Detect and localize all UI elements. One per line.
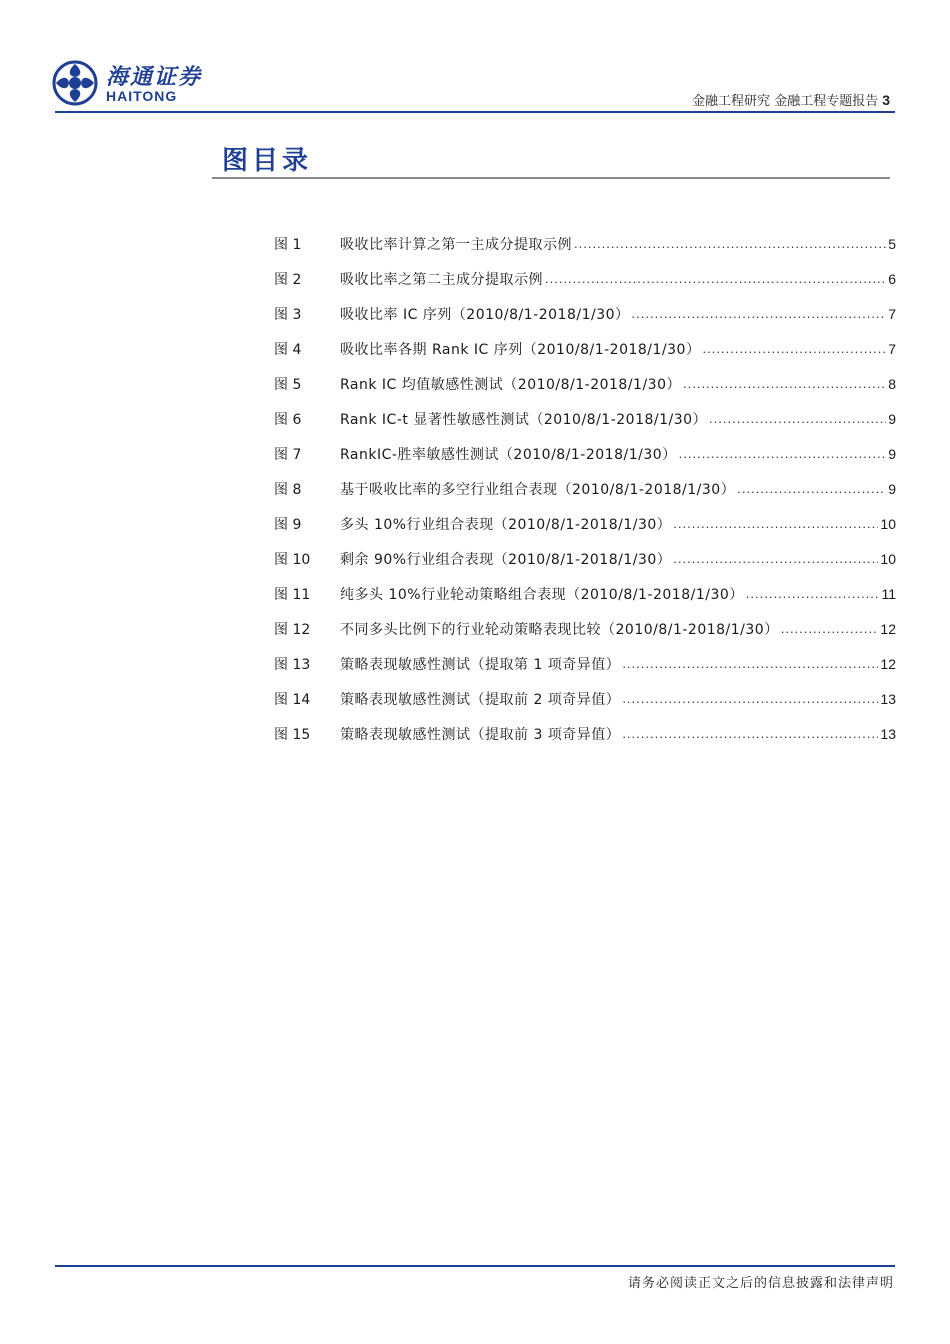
toc-figure-number: 图 2	[274, 271, 302, 288]
toc-page-number: 9	[888, 410, 896, 427]
toc-leader-dots	[632, 306, 887, 321]
toc-entry[interactable]	[274, 366, 896, 401]
toc-entry[interactable]	[274, 716, 896, 751]
toc-entry[interactable]	[274, 261, 896, 296]
toc-figure-number: 图 3	[274, 306, 302, 323]
toc-leader-dots	[545, 271, 886, 286]
toc-leader-dots	[622, 656, 878, 671]
toc-figure-title: 纯多头 10%行业轮动策略组合表现（2010/8/1-2018/1/30）	[340, 586, 744, 603]
toc-page-number: 12	[880, 620, 896, 637]
toc-leader-dots	[702, 341, 886, 356]
toc-figure-number: 图 14	[274, 691, 311, 708]
toc-page-number: 11	[881, 585, 896, 602]
toc-leader-dots	[622, 691, 878, 706]
toc-figure-number: 图 12	[274, 621, 311, 638]
header-divider	[55, 111, 895, 113]
figure-toc-list	[274, 226, 896, 751]
toc-figure-title: 剩余 90%行业组合表现（2010/8/1-2018/1/30）	[340, 551, 672, 568]
toc-figure-number: 图 13	[274, 656, 311, 673]
toc-leader-dots	[781, 621, 879, 636]
logo-english-text: HAITONG	[106, 88, 178, 104]
toc-entry[interactable]	[274, 541, 896, 576]
toc-figure-number: 图 1	[274, 236, 302, 253]
toc-figure-title: Rank IC-t 显著性敏感性测试（2010/8/1-2018/1/30）	[340, 411, 708, 428]
toc-entry[interactable]	[274, 471, 896, 506]
toc-entry[interactable]	[274, 436, 896, 471]
toc-figure-title: RankIC-胜率敏感性测试（2010/8/1-2018/1/30）	[340, 446, 677, 463]
toc-figure-title: 不同多头比例下的行业轮动策略表现比较（2010/8/1-2018/1/30）	[340, 621, 779, 638]
toc-page-number: 7	[888, 340, 896, 357]
header-section: 金融工程研究	[692, 94, 771, 109]
toc-entry[interactable]	[274, 226, 896, 261]
toc-figure-number: 图 5	[274, 376, 302, 393]
toc-page-number: 13	[880, 690, 896, 707]
toc-leader-dots	[683, 376, 886, 391]
logo-chinese-text: 海通证券	[106, 64, 203, 90]
toc-figure-title: 策略表现敏感性测试（提取前 2 项奇异值）	[340, 691, 621, 708]
header-report-type: 金融工程专题报告	[774, 94, 879, 109]
toc-entry[interactable]	[274, 331, 896, 366]
toc-figure-number: 图 9	[274, 516, 302, 533]
toc-figure-title: 策略表现敏感性测试（提取前 3 项奇异值）	[340, 726, 621, 743]
toc-page-number: 10	[880, 515, 896, 532]
toc-figure-title: 基于吸收比率的多空行业组合表现（2010/8/1-2018/1/30）	[340, 481, 736, 498]
toc-page-number: 12	[880, 655, 896, 672]
toc-leader-dots	[679, 446, 887, 461]
toc-page-number: 8	[888, 375, 896, 392]
toc-figure-title: 吸收比率 IC 序列（2010/8/1-2018/1/30）	[340, 306, 630, 323]
toc-leader-dots	[673, 516, 878, 531]
toc-figure-number: 图 8	[274, 481, 302, 498]
toc-page-number: 9	[888, 445, 896, 462]
page-header	[0, 0, 950, 115]
toc-entry[interactable]	[274, 646, 896, 681]
toc-page-number: 9	[888, 480, 896, 497]
footer-divider	[55, 1265, 895, 1267]
header-page-number: 3	[882, 92, 890, 108]
toc-leader-dots	[746, 586, 880, 601]
toc-page-number: 7	[888, 305, 896, 322]
toc-entry[interactable]	[274, 506, 896, 541]
toc-leader-dots	[574, 236, 886, 251]
toc-figure-title: 吸收比率之第二主成分提取示例	[340, 271, 543, 288]
toc-entry[interactable]	[274, 611, 896, 646]
footer-disclaimer: 请务必阅读正文之后的信息披露和法律声明	[627, 1276, 894, 1291]
toc-figure-number: 图 4	[274, 341, 302, 358]
toc-page-number: 6	[888, 270, 896, 287]
toc-figure-number: 图 10	[274, 551, 311, 568]
toc-page-number: 13	[880, 725, 896, 742]
toc-figure-number: 图 6	[274, 411, 302, 428]
toc-leader-dots	[737, 481, 886, 496]
toc-title: 图目录	[222, 146, 313, 176]
toc-entry[interactable]	[274, 401, 896, 436]
toc-page-number: 5	[888, 235, 896, 252]
toc-figure-number: 图 11	[274, 586, 311, 603]
toc-figure-title: 吸收比率计算之第一主成分提取示例	[340, 236, 572, 253]
haitong-logo	[52, 60, 232, 106]
toc-leader-dots	[622, 726, 878, 741]
toc-figure-title: 吸收比率各期 Rank IC 序列（2010/8/1-2018/1/30）	[340, 341, 701, 358]
toc-entry[interactable]	[274, 681, 896, 716]
toc-figure-title: 多头 10%行业组合表现（2010/8/1-2018/1/30）	[340, 516, 672, 533]
haitong-emblem-icon	[52, 60, 98, 106]
toc-leader-dots	[673, 551, 878, 566]
toc-leader-dots	[709, 411, 886, 426]
toc-figure-number: 图 15	[274, 726, 311, 743]
toc-figure-number: 图 7	[274, 446, 302, 463]
toc-page-number: 10	[880, 550, 896, 567]
toc-figure-title: 策略表现敏感性测试（提取第 1 项奇异值）	[340, 656, 621, 673]
toc-figure-title: Rank IC 均值敏感性测试（2010/8/1-2018/1/30）	[340, 376, 681, 393]
toc-entry[interactable]	[274, 576, 896, 611]
toc-title-divider	[212, 177, 890, 179]
toc-entry[interactable]	[274, 296, 896, 331]
header-report-info	[692, 90, 890, 109]
